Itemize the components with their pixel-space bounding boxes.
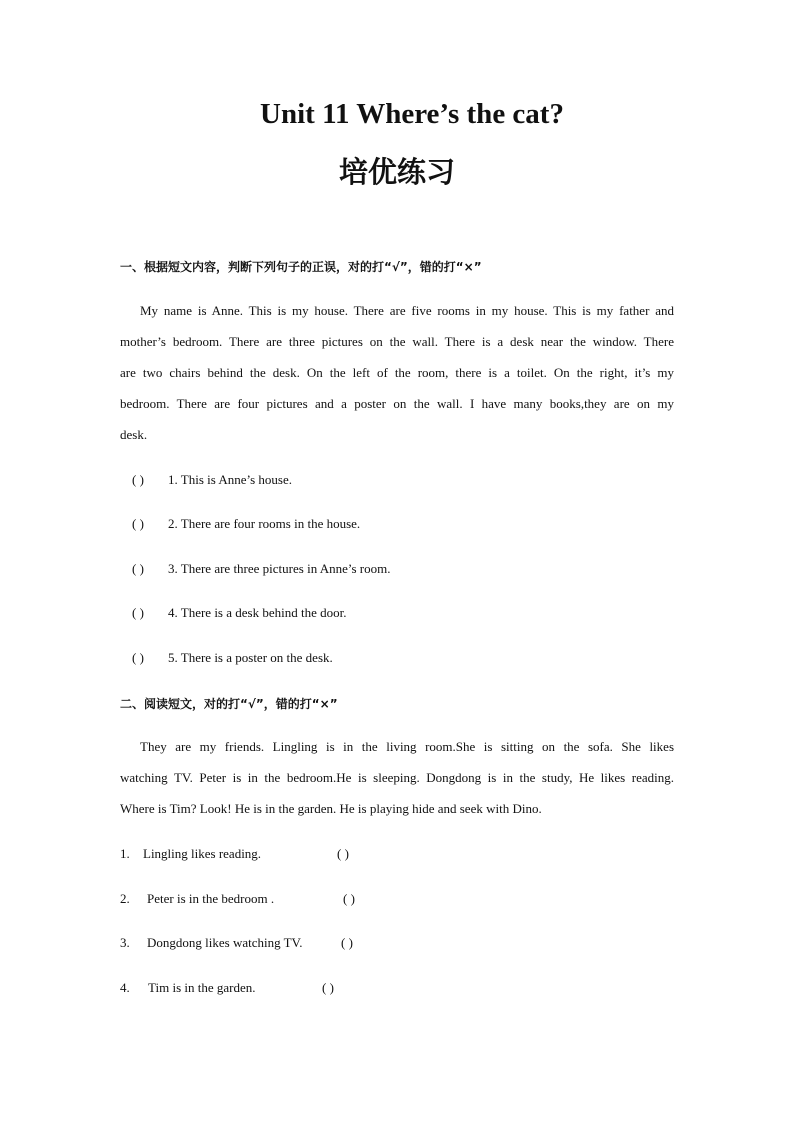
section1-passage-line: are two chairs behind the desk. On the left of the room, there is a toilet. On the right, it’s my [120,365,674,380]
section2-question [120,891,355,907]
section1-heading: 一、根据短文内容，判断下列句子的正误，对的打“√”，错的打“×” [120,260,482,274]
answer-blank[interactable]: ( ) [132,650,144,665]
section2-heading: 二、阅读短文，对的打“√”，错的打“×” [120,697,338,711]
section2-passage-line: watching TV. Peter is in the bedroom.He is sleeping. Dongdong is in the study, He likes reading. [120,770,674,785]
question-text: 4. There is a desk behind the door. [168,605,347,620]
question-text: Dongdong likes watching TV. [147,935,303,950]
question-text: Peter is in the bedroom . [147,891,275,906]
page-subtitle: 培优练习 [338,155,455,189]
answer-blank[interactable]: ( ) [343,891,355,906]
page-title: Unit 11 Where’s the cat? [260,98,564,130]
question-text: 2. There are four rooms in the house. [168,516,361,531]
question-number: 2. [120,891,130,906]
answer-blank[interactable]: ( ) [132,516,144,531]
question-text: Tim is in the garden. [148,980,256,995]
question-number: 4. [120,980,130,995]
answer-blank[interactable]: ( ) [132,472,144,487]
question-text: 3. There are three pictures in Anne’s room. [168,561,391,576]
section1-question [132,472,292,488]
section2-question [120,980,334,996]
section2-question [120,935,353,951]
section1-passage-line: mother’s bedroom. There are three pictures on the wall. There is a desk near the window. There [120,334,674,349]
question-text: 5. There is a poster on the desk. [168,650,333,665]
section2-passage-line: They are my friends. Lingling is in the living room.She is sitting on the sofa. She likes [140,739,674,754]
question-number: 1. [120,846,130,861]
answer-blank[interactable]: ( ) [337,846,349,861]
answer-blank[interactable]: ( ) [132,561,144,576]
answer-blank[interactable]: ( ) [322,980,334,995]
question-number: 3. [120,935,130,950]
section1-question [132,516,360,532]
section1-question [132,650,333,666]
question-text: 1. This is Anne’s house. [168,472,292,487]
answer-blank[interactable]: ( ) [341,935,353,950]
section2-question [120,846,349,862]
section2-passage-line: Where is Tim? Look! He is in the garden. He is playing hide and seek with Dino. [120,801,542,816]
section1-question [132,561,391,577]
section1-passage-line: My name is Anne. This is my house. There are five rooms in my house. This is my father and [140,303,674,318]
section1-passage-line: desk. [120,427,148,442]
section1-question [132,605,346,621]
section1-passage-line: bedroom. There are four pictures and a poster on the wall. I have many books,they are on my [120,396,674,411]
question-text: Lingling likes reading. [143,846,262,861]
answer-blank[interactable]: ( ) [132,605,144,620]
